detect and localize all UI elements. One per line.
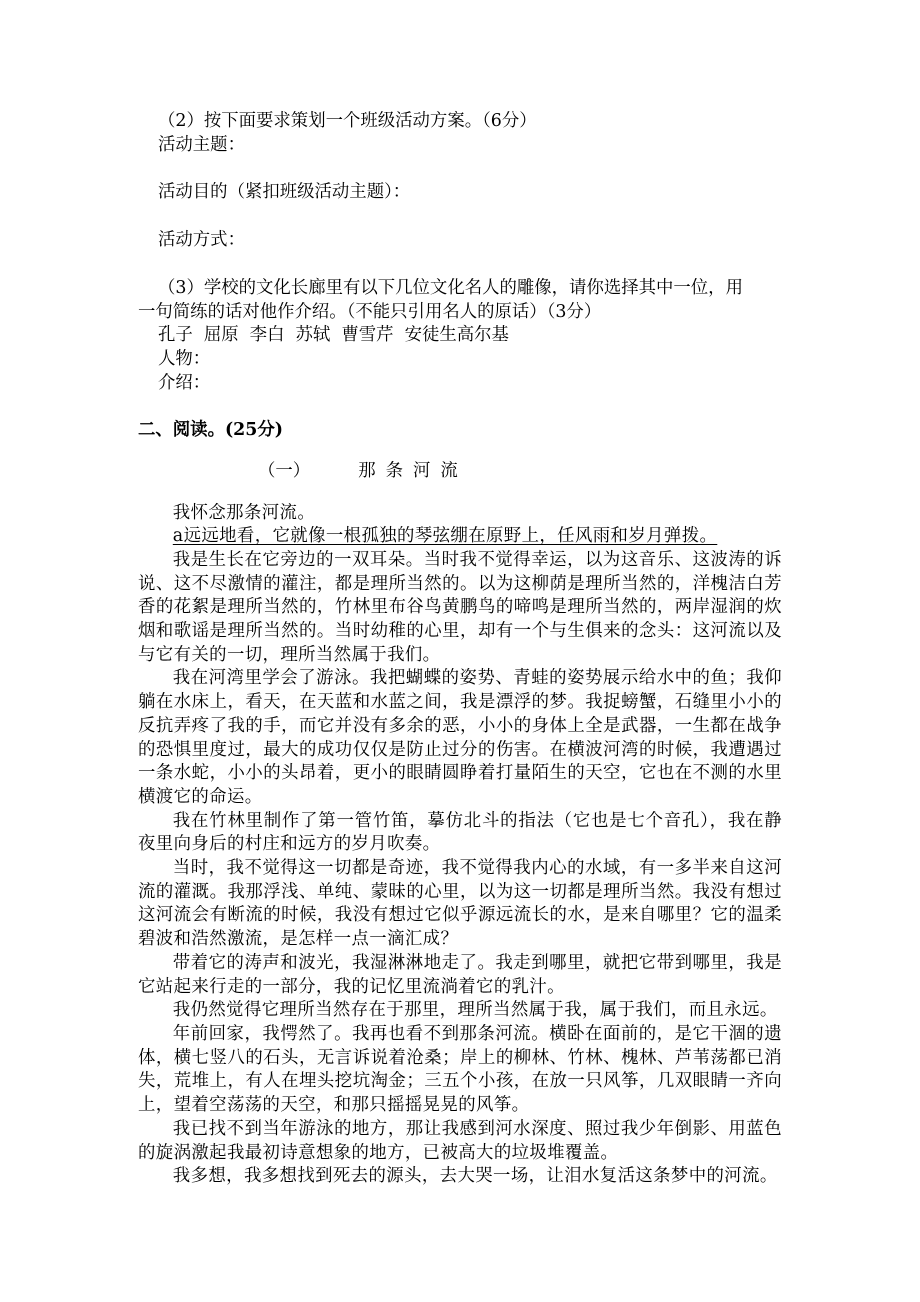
article-paragraph: 我多想，我多想找到死去的源头，去大哭一场，让泪水复活这条梦中的河流。 (172, 1166, 778, 1187)
activity-method-label: 活动方式： (158, 230, 245, 251)
article-title: 那条河流 (358, 461, 468, 482)
article-paragraph: 带着它的涛声和波光，我湿淋淋地走了。我走到哪里，就把它带到哪里，我是它站起来行走的一部分，我的记忆里流淌着它的乳汁。 (138, 952, 782, 997)
article-paragraph: 我在河湾里学会了游泳。我把蝴蝶的姿势、青蛙的姿势展示给水中的鱼；我仰躺在水床上，看天，在天蓝和水蓝之间，我是漂浮的梦。我捉螃蟹，石缝里小小的反抗弄疼了我的手，而它并没有多余的恶，小小的身体上全是武器，一生都在战争的恐惧里度过，最大的成功仅仅是防止过分的伤害。在横波河湾的时候，我遭遇过一条水蛇，小小的头昂着，更小的眼睛圆睁着打量陌生的天空，它也在不测的水里横渡它的命运。 (138, 668, 782, 807)
article-paragraph: 我在竹林里制作了第一管竹笛，摹仿北斗的指法（它也是七个音孔），我在静夜里向身后的村庄和远方的岁月吹奏。 (138, 810, 782, 855)
question-3-line-1: （3）学校的文化长廊里有以下几位文化名人的雕像，请你选择其中一位，用 (158, 277, 743, 298)
question-2-title: （2）按下面要求策划一个班级活动方案。（6分） (158, 111, 537, 131)
article-paragraph: 我已找不到当年游泳的地方，那让我感到河水深度、照过我少年倒影、用蓝色的旋涡激起我最初诗意想象的地方，已被高大的垃圾堆覆盖。 (138, 1118, 782, 1163)
intro-label: 介绍： (158, 372, 211, 393)
reading-section-heading: 二、阅读。(25分) (138, 420, 284, 441)
article-sub-number: （一） (258, 461, 311, 482)
article-paragraph: 我是生长在它旁边的一双耳朵。当时我不觉得幸运，以为这音乐、这波涛的诉说、这不尽激情的灌注，都是理所当然的。以为这柳荫是理所当然的，洋槐洁白芳香的花絮是理所当然的，竹林里布谷鸟黄鹏鸟的啼鸣是理所当然的，两岸湿润的炊烟和歌谣是理所当然的。当时幼稚的心里，却有一个与生俱来的念头：这河流以及与它有关的一切，理所当然属于我们。 (138, 549, 782, 665)
question-3-line-2: 一句简练的话对他作介绍。（不能只引用名人的原话）（3分） (138, 301, 602, 322)
article-title-line (138, 460, 782, 484)
article-paragraph-underlined (138, 525, 782, 549)
article-paragraph: 当时，我不觉得这一切都是奇迹，我不觉得我内心的水域，有一多半来自这河流的灌溉。我那浮浅、单纯、蒙昧的心里，以为这一切都是理所当然。我没有想过这河流会有断流的时候，我没有想过它似乎源远流长的水，是来自哪里？它的温柔碧波和浩然激流，是怎样一点一滴汇成？ (138, 858, 782, 950)
person-label: 人物： (158, 348, 211, 369)
article-paragraph: 年前回家，我愕然了。我再也看不到那条河流。横卧在面前的，是它干涸的遗体，横七竖八的石头，无言诉说着沧桑；岸上的柳林、竹林、槐林、芦苇荡都已消失，荒堆上，有人在埋头挖坑淘金；三五个小孩，在放一只风筝，几双眼睛一齐向上，望着空荡荡的天空，和那只摇摇晃晃的风筝。 (138, 1023, 782, 1116)
activity-theme-label: 活动主题： (158, 134, 245, 155)
document-page (138, 110, 782, 1189)
article-paragraph: 我怀念那条河流。 (172, 502, 316, 523)
article-paragraph: 我仍然觉得它理所当然存在于那里，理所当然属于我，属于我们，而且永远。 (172, 1000, 778, 1021)
activity-goal-label: 活动目的（紧扣班级活动主题）： (158, 182, 411, 203)
underlined-sentence-a: a远远地看，它就像一根孤独的琴弦绷在原野上，任风雨和岁月弹拨。 (172, 526, 718, 547)
celebrity-names: 孔子 屈原 李白 苏轼 曹雪芹 安徒生高尔基 (158, 325, 509, 346)
